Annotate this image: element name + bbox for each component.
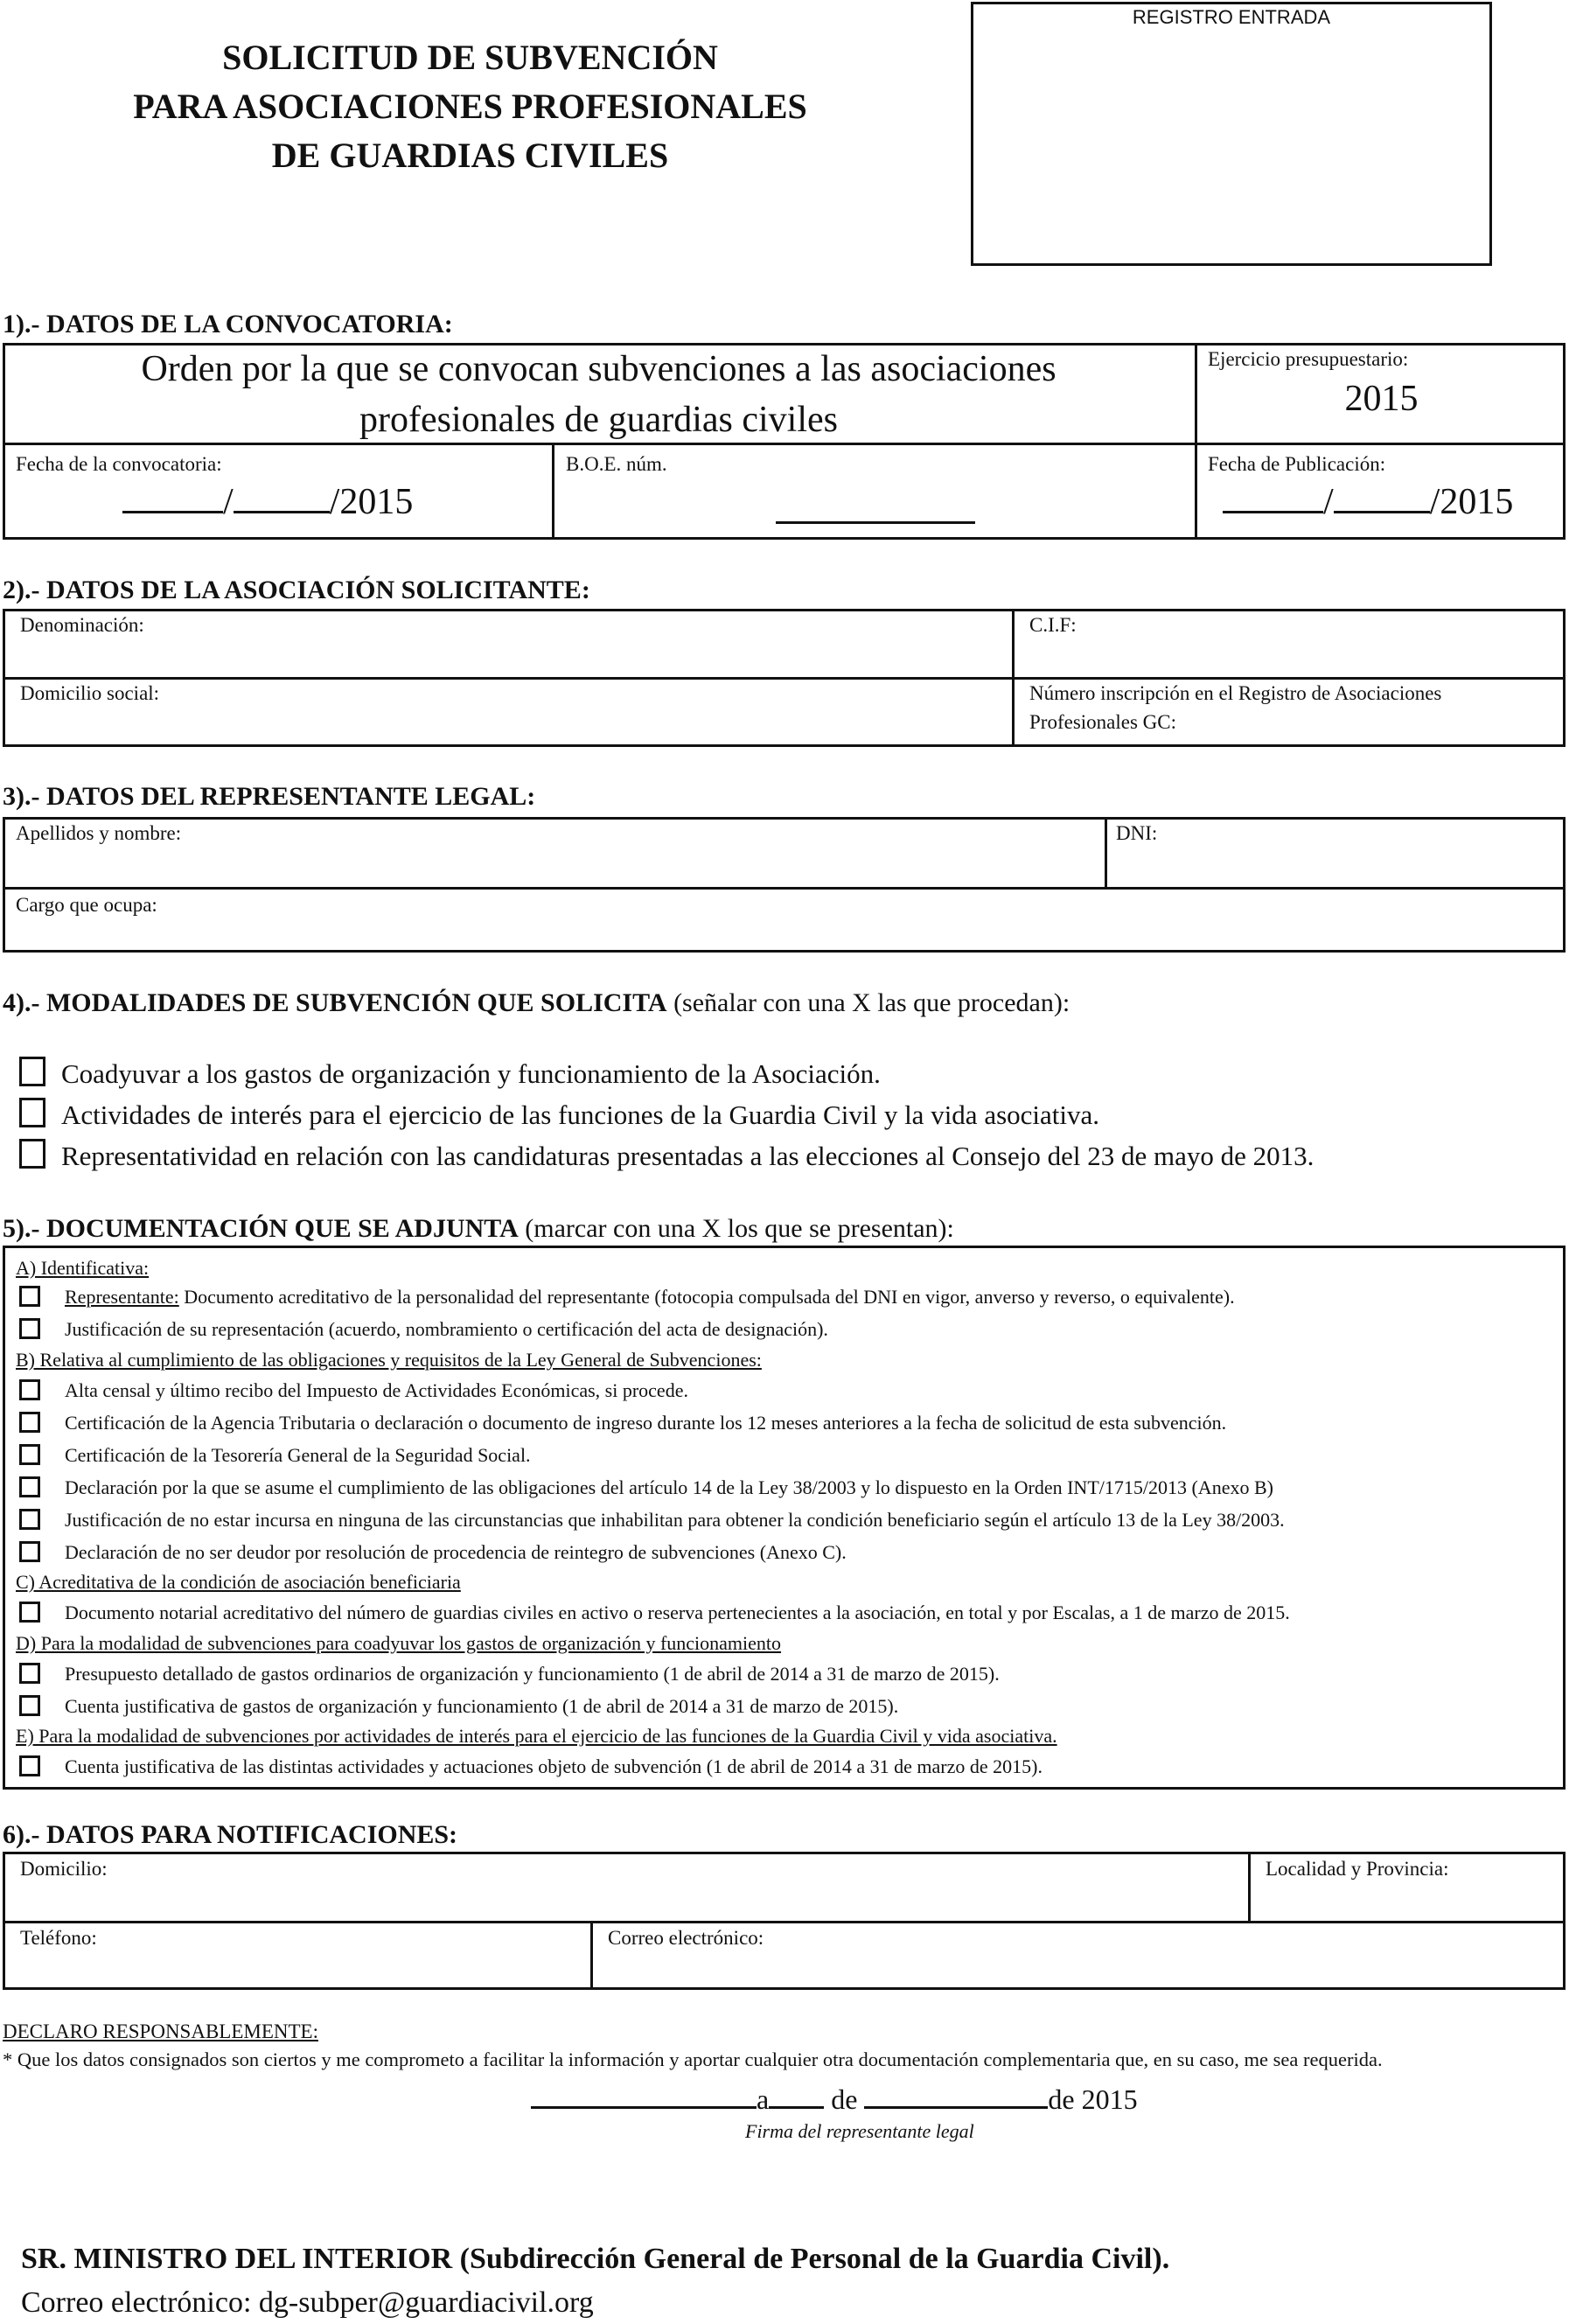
group-c-heading: C) Acreditativa de la condición de asociación beneficiaria	[16, 1571, 461, 1593]
denominacion-field[interactable]	[7, 640, 1008, 673]
doc-item-c1: Documento notarial acreditativo del número de guardias civiles en activo o reserva pertenecientes a la asociación, en total y por Escalas, a 1 de marzo de 2015.	[65, 1602, 1290, 1623]
cargo-label: Cargo que ocupa:	[16, 894, 157, 916]
date-slash: /	[223, 482, 234, 522]
registro-inscripcion-label-1: Número inscripción en el Registro de Asociaciones	[1029, 682, 1442, 704]
doc-item-b6: Declaración de no ser deudor por resolución de procedencia de reintegro de subvenciones (Anexo C).	[65, 1541, 847, 1563]
notif-domicilio-label: Domicilio:	[20, 1858, 108, 1880]
doc-checkbox-b2[interactable]	[19, 1412, 40, 1433]
fecha-convocatoria-label: Fecha de la convocatoria:	[16, 453, 222, 475]
apellidos-label: Apellidos y nombre:	[16, 822, 182, 844]
boe-label: B.O.E. núm.	[566, 453, 667, 475]
doc-checkbox-b4[interactable]	[19, 1476, 40, 1497]
doc-checkbox-a2[interactable]	[19, 1318, 40, 1339]
section-4-title: 4).- MODALIDADES DE SUBVENCIÓN QUE SOLICITA	[3, 988, 667, 1017]
divider	[1248, 1852, 1251, 1921]
signature-de: de	[824, 2083, 865, 2115]
doc-item-b1: Alta censal y último recibo del Impuesto de Actividades Económicas, si procede.	[65, 1379, 688, 1401]
apellidos-field[interactable]	[7, 848, 1100, 883]
doc-checkbox-a1[interactable]	[19, 1286, 40, 1307]
doc-checkbox-b3[interactable]	[19, 1444, 40, 1465]
firma-caption: Firma del representante legal	[745, 2120, 974, 2142]
divider	[3, 887, 1566, 890]
signature-year: de 2015	[1048, 2083, 1138, 2115]
divider	[1105, 817, 1107, 887]
group-d-heading: D) Para la modalidad de subvenciones para coadyuvar los gastos de organización y funcionamiento	[16, 1632, 782, 1654]
fecha-publicacion-label: Fecha de Publicación:	[1208, 453, 1386, 475]
fecha-publicacion-field[interactable]	[1223, 481, 1513, 523]
divider	[552, 443, 554, 540]
dni-label: DNI:	[1116, 822, 1158, 844]
year-suffix: /2015	[329, 482, 414, 522]
correo-field[interactable]	[595, 1953, 1562, 1986]
denominacion-label: Denominación:	[20, 614, 144, 636]
fecha-convocatoria-field[interactable]	[122, 481, 413, 523]
ejercicio-label: Ejercicio presupuestario:	[1208, 348, 1409, 370]
representante-text: Documento acreditativo de la personalidad del representante (fotocopia compulsada del DNI en vigor, anverso y reverso, o equivalente).	[178, 1286, 1235, 1308]
section-5-instruction: (marcar con una X los que se presentan):	[518, 1214, 954, 1243]
section-5-heading	[3, 1214, 954, 1244]
divider	[1195, 343, 1197, 540]
divider	[1012, 609, 1015, 747]
orden-title-line-1: Orden por la que se convocan subvenciones a las asociaciones	[141, 349, 1056, 389]
cif-label: C.I.F:	[1029, 614, 1077, 636]
doc-item-b2: Certificación de la Agencia Tributaria o declaración o documento de ingreso durante los 12 meses anteriores a la fecha de solicitud de esta subvención.	[65, 1412, 1227, 1434]
notif-domicilio-field[interactable]	[7, 1884, 1244, 1917]
divider	[590, 1921, 593, 1990]
year-suffix: /2015	[1429, 482, 1514, 522]
cargo-field[interactable]	[7, 918, 1562, 949]
registro-entrada-label: REGISTRO ENTRADA	[1132, 6, 1331, 28]
form-title-line-2: PARA ASOCIACIONES PROFESIONALES	[133, 87, 807, 126]
modalidad-checkbox-1[interactable]	[19, 1057, 45, 1086]
doc-item-e1: Cuenta justificativa de las distintas actividades y actuaciones objeto de subvención (1 de abril de 2014 a 31 de marzo de 2015).	[65, 1755, 1043, 1777]
section-5-title: 5).- DOCUMENTACIÓN QUE SE ADJUNTA	[3, 1214, 519, 1243]
localidad-label: Localidad y Provincia:	[1266, 1858, 1449, 1880]
representante-label: Representante:	[65, 1286, 179, 1308]
dni-field[interactable]	[1109, 848, 1562, 883]
domicilio-social-field[interactable]	[7, 708, 1008, 743]
doc-checkbox-d1[interactable]	[19, 1663, 40, 1684]
date-slash: /	[1323, 482, 1334, 522]
section-6-heading: 6).- DATOS PARA NOTIFICACIONES:	[3, 1820, 458, 1849]
ejercicio-value: 2015	[1344, 379, 1419, 419]
signature-date-line[interactable]	[531, 2080, 1138, 2116]
section-1-heading: 1).- DATOS DE LA CONVOCATORIA:	[3, 310, 453, 338]
domicilio-social-label: Domicilio social:	[20, 682, 160, 704]
section-4-instruction: (señalar con una X las que procedan):	[666, 988, 1070, 1017]
destinatario: SR. MINISTRO DEL INTERIOR (Subdirección General de Personal de la Guardia Civil).	[21, 2243, 1170, 2275]
group-b-heading: B) Relativa al cumplimiento de las obligaciones y requisitos de la Ley General de Subvenciones:	[16, 1349, 762, 1371]
boe-number-field[interactable]	[776, 495, 975, 524]
modalidad-option-2: Actividades de interés para el ejercicio de las funciones de la Guardia Civil y la vida asociativa.	[61, 1099, 1100, 1130]
section-4-heading	[3, 988, 1070, 1018]
registro-inscripcion-label-2: Profesionales GC:	[1029, 711, 1177, 733]
correo-label: Correo electrónico:	[608, 1927, 764, 1949]
doc-item-b3: Certificación de la Tesorería General de la Seguridad Social.	[65, 1444, 531, 1466]
modalidad-option-1: Coadyuvar a los gastos de organización y funcionamiento de la Asociación.	[61, 1058, 881, 1089]
modalidad-checkbox-2[interactable]	[19, 1098, 45, 1127]
doc-checkbox-c1[interactable]	[19, 1602, 40, 1623]
declaro-heading: DECLARO RESPONSABLEMENTE:	[3, 2020, 318, 2042]
telefono-field[interactable]	[7, 1953, 586, 1986]
modalidad-option-3: Representatividad en relación con las candidaturas presentadas a las elecciones al Consejo del 23 de mayo de 2013.	[61, 1141, 1314, 1171]
doc-item-b5: Justificación de no estar incursa en ninguna de las circunstancias que inhabilitan para obtener la condición beneficiario según el artículo 13 de la Ley 38/2003.	[65, 1509, 1285, 1531]
orden-title-line-2: profesionales de guardias civiles	[359, 400, 838, 440]
doc-checkbox-b5[interactable]	[19, 1509, 40, 1530]
doc-item-d1: Presupuesto detallado de gastos ordinarios de organización y funcionamiento (1 de abril de 2014 a 31 de marzo de 2015).	[65, 1663, 1000, 1685]
doc-checkbox-b1[interactable]	[19, 1379, 40, 1400]
doc-checkbox-e1[interactable]	[19, 1755, 40, 1776]
telefono-label: Teléfono:	[20, 1927, 97, 1949]
footer-email: Correo electrónico: dg-subper@guardiacivil.org	[21, 2286, 594, 2319]
divider	[3, 443, 1566, 445]
doc-checkbox-d2[interactable]	[19, 1695, 40, 1716]
localidad-field[interactable]	[1252, 1884, 1562, 1917]
group-a-heading: A) Identificativa:	[16, 1257, 150, 1279]
doc-item-a1	[65, 1286, 1235, 1309]
declaro-text: * Que los datos consignados son ciertos y me comprometo a facilitar la información y aportar cualquier otra documentación complementaria que, en su caso, me sea requerida.	[3, 2048, 1383, 2070]
signature-place-a: a	[757, 2083, 770, 2115]
doc-item-a2: Justificación de su representación (acuerdo, nombramiento o certificación del acta de designación).	[65, 1318, 828, 1340]
section-3-heading: 3).- DATOS DEL REPRESENTANTE LEGAL:	[3, 782, 536, 811]
divider	[3, 1921, 1566, 1923]
doc-checkbox-b6[interactable]	[19, 1541, 40, 1562]
doc-item-d2: Cuenta justificativa de gastos de organización y funcionamiento (1 de abril de 2014 a 31 de marzo de 2015).	[65, 1695, 899, 1717]
form-title-line-1: SOLICITUD DE SUBVENCIÓN	[222, 38, 718, 77]
cif-field[interactable]	[1016, 640, 1562, 673]
modalidad-checkbox-3[interactable]	[19, 1139, 45, 1169]
doc-item-b4: Declaración por la que se asume el cumplimiento de las obligaciones del artículo 14 de la Ley 38/2003 y lo dispuesto en la Orden INT/1715/2013 (Anexo B)	[65, 1476, 1273, 1498]
form-title-line-3: DE GUARDIAS CIVILES	[271, 136, 669, 175]
section-2-heading: 2).- DATOS DE LA ASOCIACIÓN SOLICITANTE:	[3, 576, 590, 604]
group-e-heading: E) Para la modalidad de subvenciones por actividades de interés para el ejercicio de las funciones de la Guardia Civil y vida asociativa.	[16, 1725, 1057, 1747]
divider	[3, 677, 1566, 680]
registro-entrada-box	[971, 2, 1492, 266]
